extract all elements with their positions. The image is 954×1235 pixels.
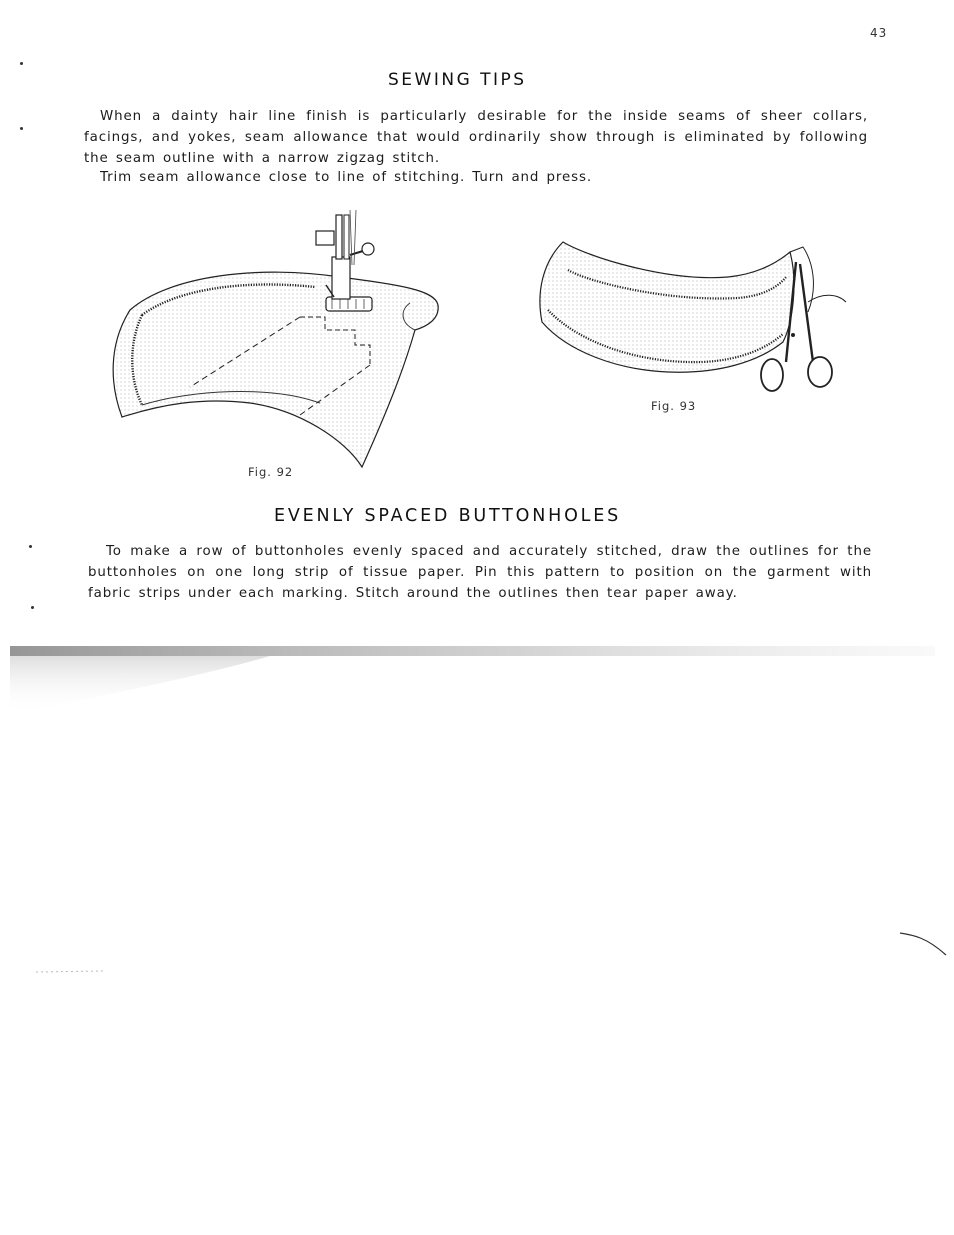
stray-scan-mark <box>34 966 114 978</box>
fig93-illustration <box>528 232 848 397</box>
sewing-tips-trim-paragraph: Trim seam allowance close to line of stitching. Turn and press. <box>100 170 593 185</box>
stray-scan-mark <box>898 925 950 960</box>
section-heading-sewing-tips: SEWING TIPS <box>388 70 527 90</box>
sewing-tips-paragraph: When a dainty hair line finish is particularly desirable for the inside seams of sheer collars, facings, and yokes, seam allowance that would ordinarily show through is eliminated by following the seam outline with a narrow zigzag stitch. <box>84 109 868 166</box>
margin-mark <box>29 545 32 548</box>
margin-mark <box>31 606 34 609</box>
section-heading-buttonholes: EVENLY SPACED BUTTONHOLES <box>274 506 621 526</box>
margin-mark <box>20 127 23 130</box>
margin-mark <box>20 62 23 65</box>
page-number: 43 <box>870 26 888 40</box>
fig92-illustration <box>100 205 445 470</box>
fig92-caption: Fig. 92 <box>248 465 294 479</box>
scan-shadow-band <box>10 644 935 714</box>
buttonholes-paragraph: To make a row of buttonholes evenly spaced and accurately stitched, draw the outlines for the buttonholes on one long strip of tissue paper. Pin this pattern to position on the garment with fabric strips under each marking. Stitch around the outlines then tear paper away. <box>88 544 872 601</box>
fig93-caption: Fig. 93 <box>651 399 697 413</box>
